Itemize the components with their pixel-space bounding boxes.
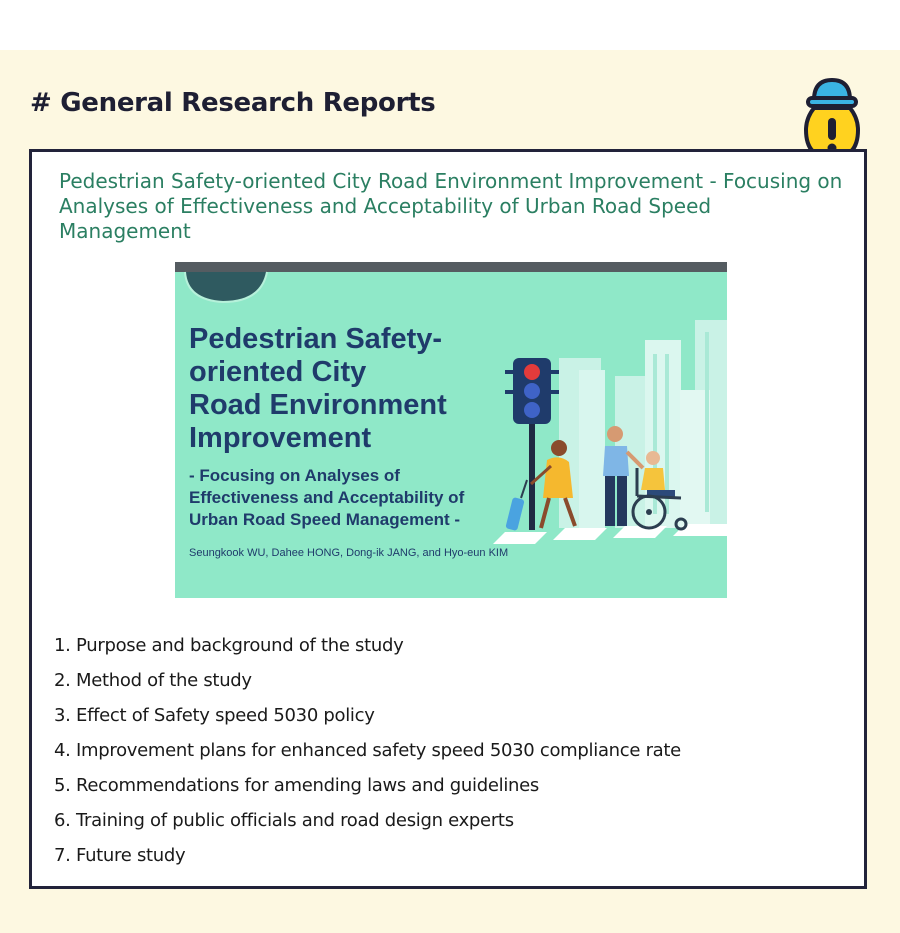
report-cover-image [175,262,727,598]
toc-item: 2. Method of the study [54,670,252,691]
report-card [29,149,867,889]
cover-title-line: Pedestrian Safety- [189,323,443,355]
table-of-contents [54,628,681,873]
toc-item: 6. Training of public officials and road design experts [54,810,514,831]
toc-item: 4. Improvement plans for enhanced safety speed 5030 compliance rate [54,740,681,761]
cover-title-line: Road Environment [189,389,447,421]
cover-authors: Seungkook WU, Dahee HONG, Dong-ik JANG, and Hyo-eun KIM [189,547,509,559]
toc-item: 1. Purpose and background of the study [54,635,404,656]
cover-subtitle-line: Urban Road Speed Management - [189,510,461,529]
cover-title-line: Improvement [189,422,372,454]
section-title: # General Research Reports [30,88,436,118]
toc-item: 7. Future study [54,845,186,866]
cover-subtitle-line: Effectiveness and Acceptability of [189,488,465,507]
cover-subtitle-line: - Focusing on Analyses of [189,466,400,485]
report-title: Pedestrian Safety-oriented City Road Environment Improvement - Focusing on Analyses of Effectiveness and Acceptability of Urban Road Speed Management [59,169,843,243]
toc-item: 3. Effect of Safety speed 5030 policy [54,705,375,726]
cover-title-line: oriented City [189,356,367,388]
toc-item: 5. Recommendations for amending laws and guidelines [54,775,540,796]
